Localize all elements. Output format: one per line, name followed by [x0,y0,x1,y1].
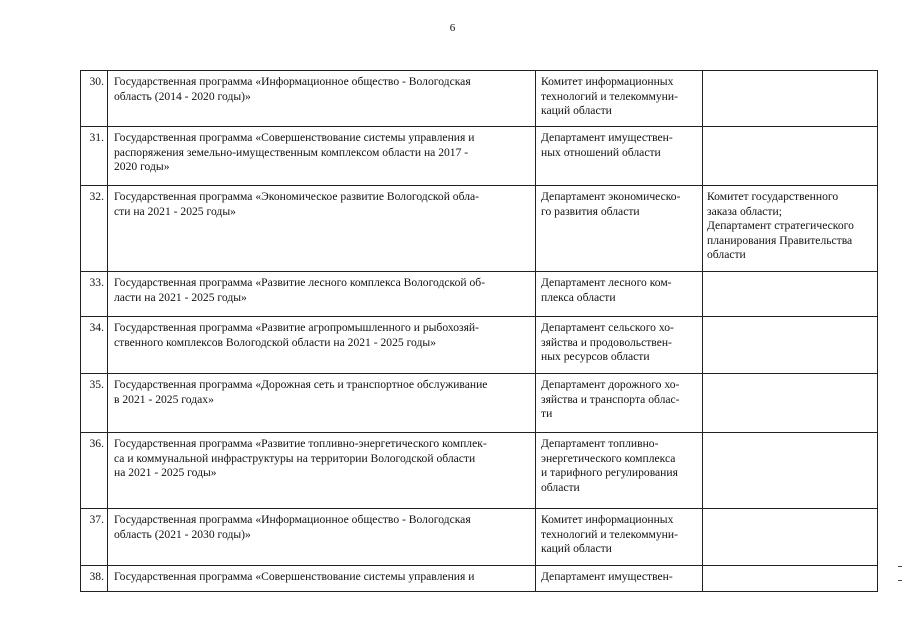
program-title-line: Государственная программа «Развитие агропромышленного и рыбохозяй- [114,321,479,334]
program-title-line: са и коммунальной инфраструктуры на территории Вологодской области [114,451,476,465]
table-row [81,509,878,566]
program-title-line: распоряжения земельно-имущественным комплексом области на 2017 - [114,145,469,159]
co-executors [703,186,878,272]
responsible-line: энергетического комплекса [541,451,676,465]
table-row [81,127,878,186]
responsible-line: технологий и телекоммуни- [541,527,678,541]
responsible-line: Комитет информационных [541,513,674,526]
co-executors [703,71,878,127]
row-number: 38. [81,566,108,592]
responsible-line: Департамент имуществен- [541,570,673,583]
program-title [108,127,536,186]
responsible-executor [536,433,703,509]
program-title-line: Государственная программа «Информационное общество - Вологодская [114,75,471,88]
margin-mark [898,580,902,581]
responsible-line: области [541,480,580,494]
responsible-line: Комитет информационных [541,75,674,88]
responsible-line: го развития области [541,204,640,218]
program-title-line: ласти на 2021 - 2025 годы» [114,290,247,304]
responsible-line: Департамент лесного ком- [541,276,672,289]
table-row [81,272,878,317]
program-title [108,71,536,127]
responsible-line: зяйства и транспорта облас- [541,392,680,406]
program-title-line: ственного комплексов Вологодской области на 2021 - 2025 годы» [114,335,437,349]
row-number: 30. [81,71,108,127]
responsible-executor [536,186,703,272]
responsible-line: ных ресурсов области [541,350,650,364]
program-title [108,433,536,509]
co-executor-line: Департамент стратегического [707,219,854,233]
responsible-executor [536,71,703,127]
co-executor-line: области [707,248,746,262]
responsible-line: плекса области [541,290,616,304]
row-number: 32. [81,186,108,272]
responsible-executor [536,127,703,186]
program-title [108,186,536,272]
row-number: 35. [81,374,108,433]
co-executors [703,509,878,566]
responsible-line: ных отношений области [541,145,661,159]
program-title-line: Государственная программа «Совершенствование системы управления и [114,131,475,144]
responsible-line: каций области [541,542,612,556]
row-number: 34. [81,317,108,374]
responsible-executor [536,566,703,592]
responsible-line: и тарифного регулирования [541,466,678,480]
responsible-executor [536,374,703,433]
co-executor-line: планирования Правительства [707,233,853,247]
responsible-line: Департамент дорожного хо- [541,378,680,391]
responsible-line: Департамент сельского хо- [541,321,674,334]
program-title-line: Государственная программа «Дорожная сеть и транспортное обслуживание [114,378,488,391]
responsible-line: зяйства и продовольствен- [541,335,672,349]
program-title-line: Государственная программа «Развитие лесного комплекса Вологодской об- [114,276,486,289]
table-row [81,566,878,592]
program-title-line: в 2021 - 2025 годах» [114,392,214,406]
responsible-line: ти [541,407,553,421]
responsible-line: технологий и телекоммуни- [541,89,678,103]
programs-table [80,70,878,592]
program-title-line: Государственная программа «Развитие топливно-энергетического комплек- [114,437,487,450]
program-title-line: область (2014 - 2020 годы)» [114,89,251,103]
co-executor-line: Комитет государственного [707,190,839,203]
program-title [108,272,536,317]
row-number: 37. [81,509,108,566]
co-executors [703,433,878,509]
program-title-line: Государственная программа «Совершенствование системы управления и [114,570,475,583]
programs-table-body [81,71,878,592]
co-executors [703,566,878,592]
program-title-line: сти на 2021 - 2025 годы» [114,204,236,218]
program-title [108,374,536,433]
program-title-line: Государственная программа «Информационное общество - Вологодская [114,513,471,526]
responsible-executor [536,272,703,317]
table-row [81,317,878,374]
co-executor-line: заказа области; [707,204,782,218]
table-row [81,374,878,433]
co-executors [703,127,878,186]
responsible-line: Департамент экономическо- [541,190,681,203]
program-title [108,566,536,592]
row-number: 33. [81,272,108,317]
program-title [108,509,536,566]
table-row [81,433,878,509]
table-row [81,186,878,272]
responsible-line: каций области [541,104,612,118]
program-title-line: Государственная программа «Экономическое развитие Вологодской обла- [114,190,479,203]
responsible-executor [536,509,703,566]
table-row [81,71,878,127]
row-number: 31. [81,127,108,186]
responsible-line: Департамент топливно- [541,437,659,450]
program-title-line: область (2021 - 2030 годы)» [114,527,251,541]
responsible-line: Департамент имуществен- [541,131,673,144]
margin-mark [898,566,902,567]
page-number: 6 [449,22,456,34]
responsible-executor [536,317,703,374]
program-title-line: на 2021 - 2025 годы» [114,466,217,480]
program-title [108,317,536,374]
co-executors [703,374,878,433]
program-title-line: 2020 годы» [114,160,170,174]
row-number: 36. [81,433,108,509]
co-executors [703,317,878,374]
co-executors [703,272,878,317]
